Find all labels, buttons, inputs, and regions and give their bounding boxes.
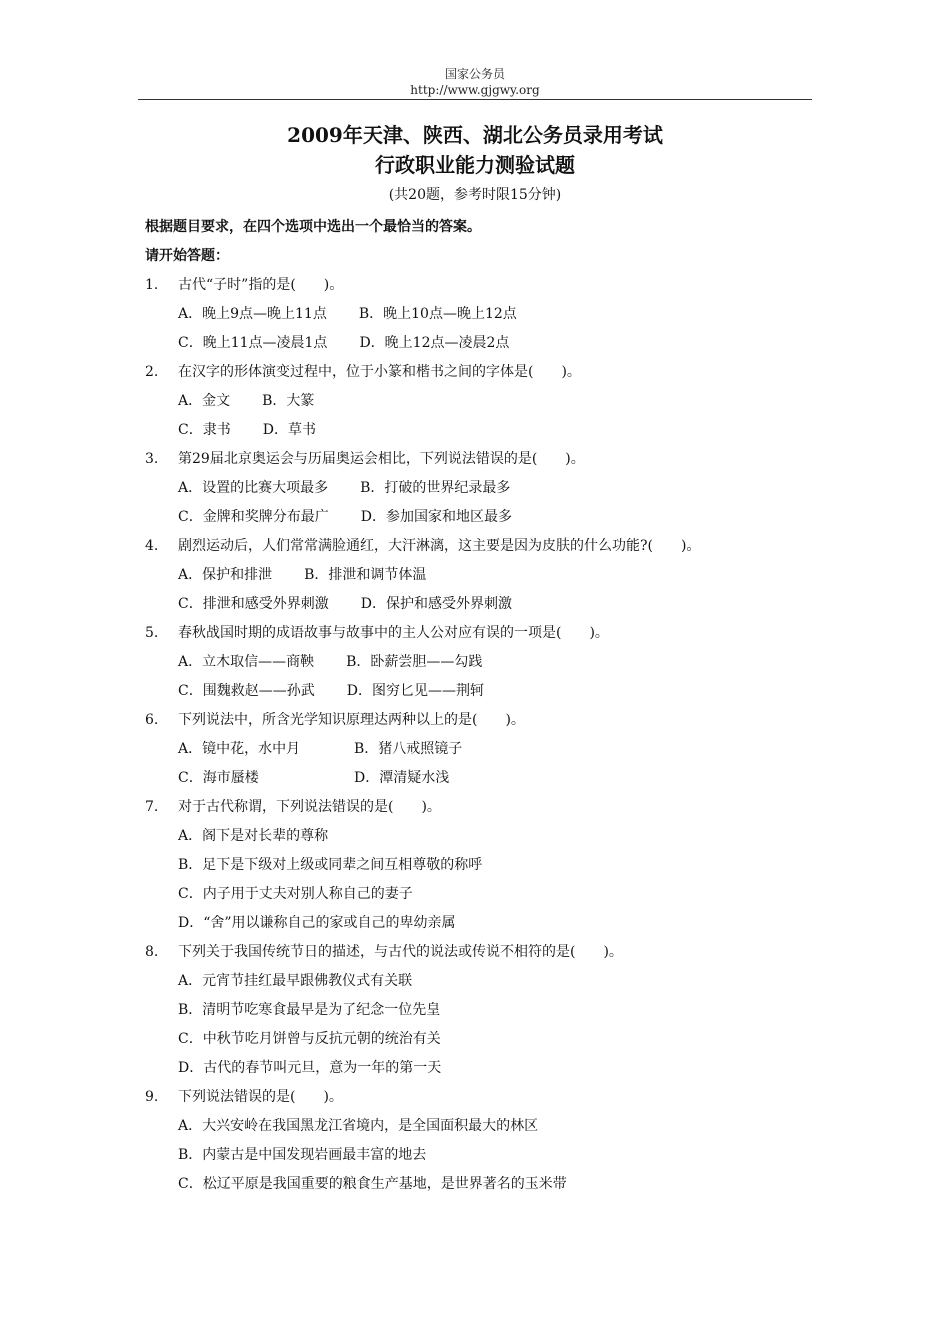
answer-option: A．立木取信——商鞅 [178, 654, 315, 670]
question-text: 在汉字的形体演变过程中，位于小篆和楷书之间的字体是( )。 [178, 364, 581, 380]
answer-option: B．晚上10点—晚上12点 [358, 306, 517, 322]
answer-option: C．海市蜃楼 [178, 770, 259, 786]
answer-option: D．“舍”用以谦称自己的家或自己的卑幼亲属 [178, 915, 456, 931]
question-stem [145, 1083, 825, 1112]
option-list [145, 648, 825, 706]
option-list [145, 561, 825, 619]
option-row [178, 880, 825, 909]
option-list [145, 474, 825, 532]
question-number: 8. [145, 944, 159, 960]
option-row [178, 1141, 825, 1170]
answer-option: B．卧薪尝胆——勾践 [346, 654, 483, 670]
answer-option: B．排泄和调节体温 [304, 567, 427, 583]
question-number: 9. [145, 1089, 159, 1105]
option-row [178, 474, 825, 503]
option-row [178, 677, 825, 706]
question-5 [145, 619, 825, 706]
exam-title: 2009年天津、陕西、湖北公务员录用考试 [287, 123, 663, 147]
title-block [138, 120, 812, 206]
option-row [178, 329, 825, 358]
question-3 [145, 445, 825, 532]
answer-option: A．晚上9点—晚上11点 [178, 306, 327, 322]
option-row [178, 648, 825, 677]
option-row [178, 590, 825, 619]
question-4 [145, 532, 825, 619]
option-list [145, 735, 825, 793]
question-list [145, 271, 825, 1199]
option-row [178, 300, 825, 329]
question-stem [145, 358, 825, 387]
question-text: 第29届北京奥运会与历届奥运会相比，下列说法错误的是( )。 [178, 451, 585, 467]
answer-option: D．参加国家和地区最多 [360, 509, 512, 525]
option-row [178, 503, 825, 532]
option-list [145, 300, 825, 358]
answer-option: C．金牌和奖牌分布最广 [178, 509, 329, 525]
question-text: 剧烈运动后，人们常常满脸通红，大汗淋漓，这主要是因为皮肤的什么功能?( )。 [178, 538, 701, 554]
question-8 [145, 938, 825, 1083]
question-number: 3. [145, 451, 159, 467]
option-row [178, 1054, 825, 1083]
question-number: 2. [145, 364, 159, 380]
question-stem [145, 445, 825, 474]
answer-option: D．古代的春节叫元旦，意为一年的第一天 [178, 1060, 442, 1076]
answer-option: B．清明节吃寒食最早是为了纪念一位先皇 [178, 1002, 441, 1018]
answer-option: A．镜中花，水中月 [178, 741, 301, 757]
answer-option: C．中秋节吃月饼曾与反抗元朝的统治有关 [178, 1031, 441, 1047]
option-row [178, 909, 825, 938]
question-1 [145, 271, 825, 358]
answer-option: D．保护和感受外界刺激 [360, 596, 512, 612]
question-number: 7. [145, 799, 159, 815]
answer-option: A．保护和排泄 [178, 567, 273, 583]
option-row [178, 1025, 825, 1054]
option-list [145, 387, 825, 445]
question-stem [145, 938, 825, 967]
option-row [178, 764, 825, 793]
exam-note: (共20题，参考时限15分钟) [388, 187, 562, 203]
answer-option: D．草书 [262, 422, 316, 438]
answer-option: C．隶书 [178, 422, 231, 438]
answer-option: D．潭清疑水浅 [354, 770, 450, 786]
question-number: 4. [145, 538, 159, 554]
option-list [145, 822, 825, 938]
answer-option: B．大篆 [262, 393, 315, 409]
question-9 [145, 1083, 825, 1199]
question-number: 6. [145, 712, 159, 728]
answer-option: C．松辽平原是我国重要的粮食生产基地，是世界著名的玉米带 [178, 1176, 567, 1192]
option-row [178, 1170, 825, 1199]
answer-option: C．晚上11点—凌晨1点 [178, 335, 328, 351]
answer-option: D．图穷匕见——荆轲 [346, 683, 484, 699]
question-stem [145, 793, 825, 822]
option-row [178, 996, 825, 1025]
question-text: 春秋战国时期的成语故事与故事中的主人公对应有误的一项是( )。 [178, 625, 609, 641]
option-row [178, 416, 825, 445]
question-stem [145, 619, 825, 648]
answer-option: C．围魏救赵——孙武 [178, 683, 315, 699]
option-list [145, 967, 825, 1083]
question-text: 下列说法错误的是( )。 [178, 1089, 343, 1105]
question-stem [145, 706, 825, 735]
start-label: 请开始答题： [145, 248, 229, 264]
question-text: 对于古代称谓，下列说法错误的是( )。 [178, 799, 441, 815]
question-stem [145, 271, 825, 300]
page-header [138, 66, 812, 98]
answer-option: A．金文 [178, 393, 231, 409]
option-row [178, 1112, 825, 1141]
answer-option: B．足下是下级对上级或同辈之间互相尊敬的称呼 [178, 857, 483, 873]
option-row [178, 387, 825, 416]
question-7 [145, 793, 825, 938]
question-text: 下列关于我国传统节日的描述，与古代的说法或传说不相符的是( )。 [178, 944, 623, 960]
answer-option: D．晚上12点—凌晨2点 [359, 335, 510, 351]
answer-option: C．排泄和感受外界刺激 [178, 596, 329, 612]
instruction: 根据题目要求，在四个选项中选出一个最恰当的答案。 [145, 219, 481, 235]
option-row [178, 967, 825, 996]
answer-option: C．内子用于丈夫对别人称自己的妻子 [178, 886, 413, 902]
answer-option: B．内蒙古是中国发现岩画最丰富的地去 [178, 1147, 427, 1163]
header-divider [138, 99, 812, 100]
question-text: 下列说法中，所含光学知识原理达两种以上的是( )。 [178, 712, 525, 728]
question-text: 古代“子时”指的是( )。 [178, 277, 344, 293]
question-number: 1. [145, 277, 159, 293]
site-url: http://www.gjgwy.org [410, 83, 540, 97]
site-name: 国家公务员 [444, 67, 505, 81]
question-6 [145, 706, 825, 793]
option-row [178, 561, 825, 590]
answer-option: B．猪八戒照镜子 [354, 741, 463, 757]
answer-option: A．元宵节挂红最早跟佛教仪式有关联 [178, 973, 413, 989]
option-list [145, 1112, 825, 1199]
answer-option: A．阁下是对长辈的尊称 [178, 828, 329, 844]
option-row [178, 735, 825, 764]
question-2 [145, 358, 825, 445]
exam-subject: 行政职业能力测验试题 [375, 153, 575, 177]
answer-option: B．打破的世界纪录最多 [360, 480, 511, 496]
answer-option: A．设置的比赛大项最多 [178, 480, 329, 496]
question-stem [145, 532, 825, 561]
answer-option: A．大兴安岭在我国黑龙江省境内，是全国面积最大的林区 [178, 1118, 539, 1134]
option-row [178, 851, 825, 880]
question-number: 5. [145, 625, 159, 641]
option-row [178, 822, 825, 851]
exam-content [145, 213, 825, 1199]
